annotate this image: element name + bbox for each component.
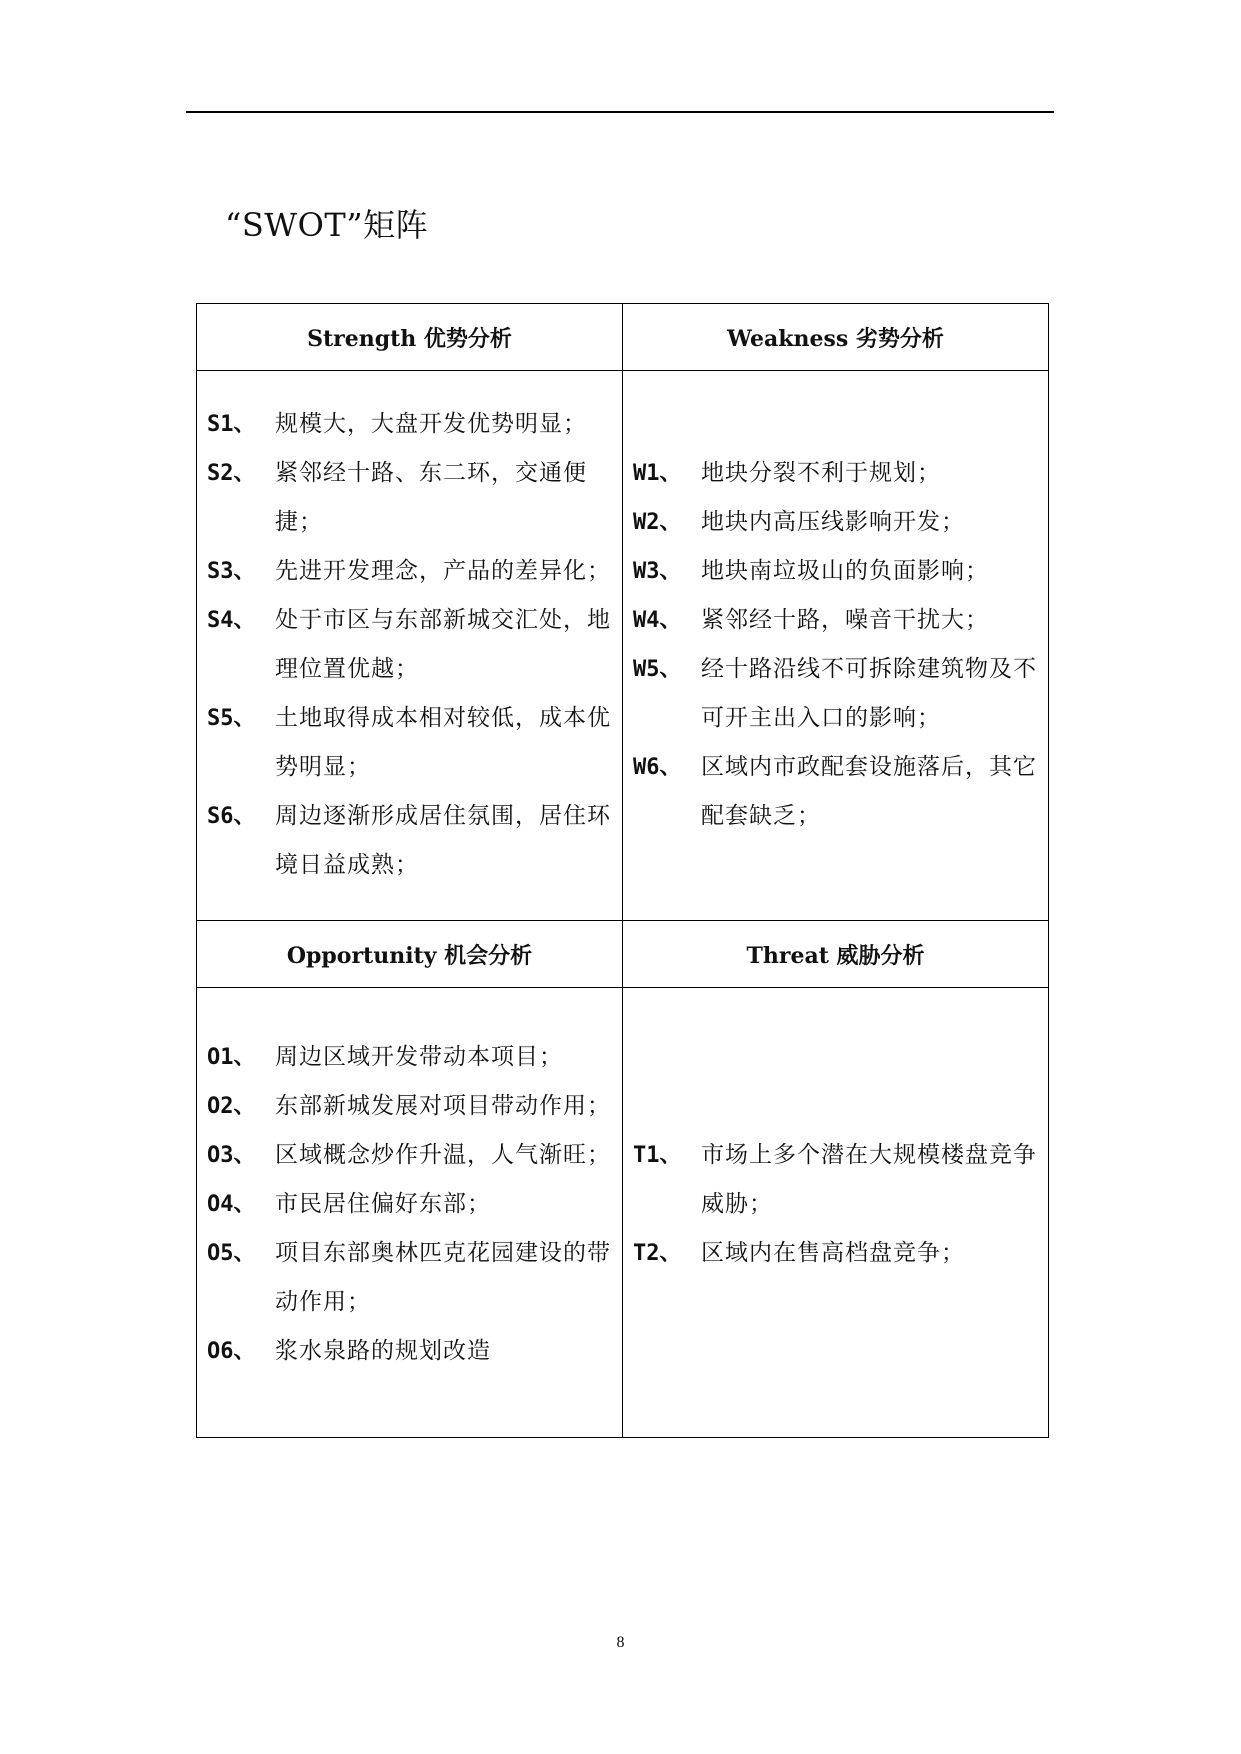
list-item [633, 547, 1040, 596]
list-item [207, 1131, 614, 1180]
threat-cell [623, 988, 1049, 1438]
threat-list [633, 1131, 1040, 1278]
swot-body-row-ot [197, 988, 1049, 1438]
item-code: W6、 [633, 755, 682, 780]
item-text: 地块内高压线影响开发； [701, 509, 965, 535]
weakness-list [633, 449, 1040, 841]
item-text: 区域内市政配套设施落后，其它配套缺乏； [701, 754, 1037, 829]
item-code: O5、 [207, 1241, 256, 1266]
header-rule [186, 111, 1054, 113]
swot-matrix-table [196, 303, 1049, 1438]
item-code: S6、 [207, 804, 256, 829]
item-text: 项目东部奥林匹克花园建设的带动作用； [275, 1240, 611, 1315]
swot-header-row-sw [197, 304, 1049, 371]
item-text: 地块南垃圾山的负面影响； [701, 558, 989, 584]
item-code: W2、 [633, 510, 682, 535]
item-text: 处于市区与东部新城交汇处，地理位置优越； [275, 607, 611, 682]
item-code: W4、 [633, 608, 682, 633]
item-code: O3、 [207, 1143, 256, 1168]
item-code: S3、 [207, 559, 256, 584]
item-text: 周边逐渐形成居住氛围，居住环境日益成熟； [275, 803, 611, 878]
item-text: 土地取得成本相对较低，成本优势明显； [275, 705, 611, 780]
item-text: 浆水泉路的规划改造 [275, 1338, 491, 1364]
item-code: O2、 [207, 1094, 256, 1119]
item-text: 规模大，大盘开发优势明显； [275, 411, 587, 437]
list-item [633, 596, 1040, 645]
item-code: O1、 [207, 1045, 256, 1070]
item-code: T2、 [633, 1241, 682, 1266]
weakness-heading: Weakness 劣势分析 [623, 304, 1049, 371]
list-item [633, 743, 1040, 841]
list-item [207, 547, 614, 596]
weakness-cell [623, 371, 1049, 921]
item-text: 经十路沿线不可拆除建筑物及不可开主出入口的影响； [701, 656, 1037, 731]
item-code: S2、 [207, 461, 256, 486]
item-code: W5、 [633, 657, 682, 682]
threat-heading: Threat 威胁分析 [623, 921, 1049, 988]
list-item [633, 498, 1040, 547]
strength-heading: Strength 优势分析 [197, 304, 623, 371]
list-item [207, 1033, 614, 1082]
item-code: S4、 [207, 608, 256, 633]
opportunity-cell [197, 988, 623, 1438]
page-title: “SWOT”矩阵 [225, 206, 429, 244]
list-item [207, 1180, 614, 1229]
opportunity-list [207, 1033, 614, 1376]
list-item [633, 645, 1040, 743]
item-code: S1、 [207, 412, 256, 437]
list-item [633, 449, 1040, 498]
item-code: O4、 [207, 1192, 256, 1217]
item-text: 东部新城发展对项目带动作用； [275, 1093, 611, 1119]
item-text: 市场上多个潜在大规模楼盘竞争威胁； [701, 1142, 1037, 1217]
item-code: T1、 [633, 1143, 682, 1168]
item-text: 区域概念炒作升温，人气渐旺； [275, 1142, 611, 1168]
strength-cell [197, 371, 623, 921]
item-text: 先进开发理念，产品的差异化； [275, 558, 611, 584]
item-text: 紧邻经十路、东二环，交通便捷； [275, 460, 587, 535]
list-item [207, 1082, 614, 1131]
swot-body-row-sw [197, 371, 1049, 921]
item-text: 紧邻经十路，噪音干扰大； [701, 607, 989, 633]
list-item [207, 1229, 614, 1327]
item-text: 地块分裂不利于规划； [701, 460, 941, 486]
item-code: W1、 [633, 461, 682, 486]
list-item [633, 1229, 1040, 1278]
swot-header-row-ot [197, 921, 1049, 988]
strength-list [207, 400, 614, 890]
list-item [633, 1131, 1040, 1229]
item-text: 市民居住偏好东部； [275, 1191, 491, 1217]
item-code: W3、 [633, 559, 682, 584]
item-text: 区域内在售高档盘竞争； [701, 1240, 965, 1266]
item-text: 周边区域开发带动本项目； [275, 1044, 563, 1070]
list-item [207, 596, 614, 694]
page-number: 8 [616, 1634, 625, 1651]
list-item [207, 449, 614, 547]
list-item [207, 694, 614, 792]
list-item [207, 400, 614, 449]
opportunity-heading: Opportunity 机会分析 [197, 921, 623, 988]
list-item [207, 792, 614, 890]
item-code: O6、 [207, 1339, 256, 1364]
list-item [207, 1327, 614, 1376]
item-code: S5、 [207, 706, 256, 731]
